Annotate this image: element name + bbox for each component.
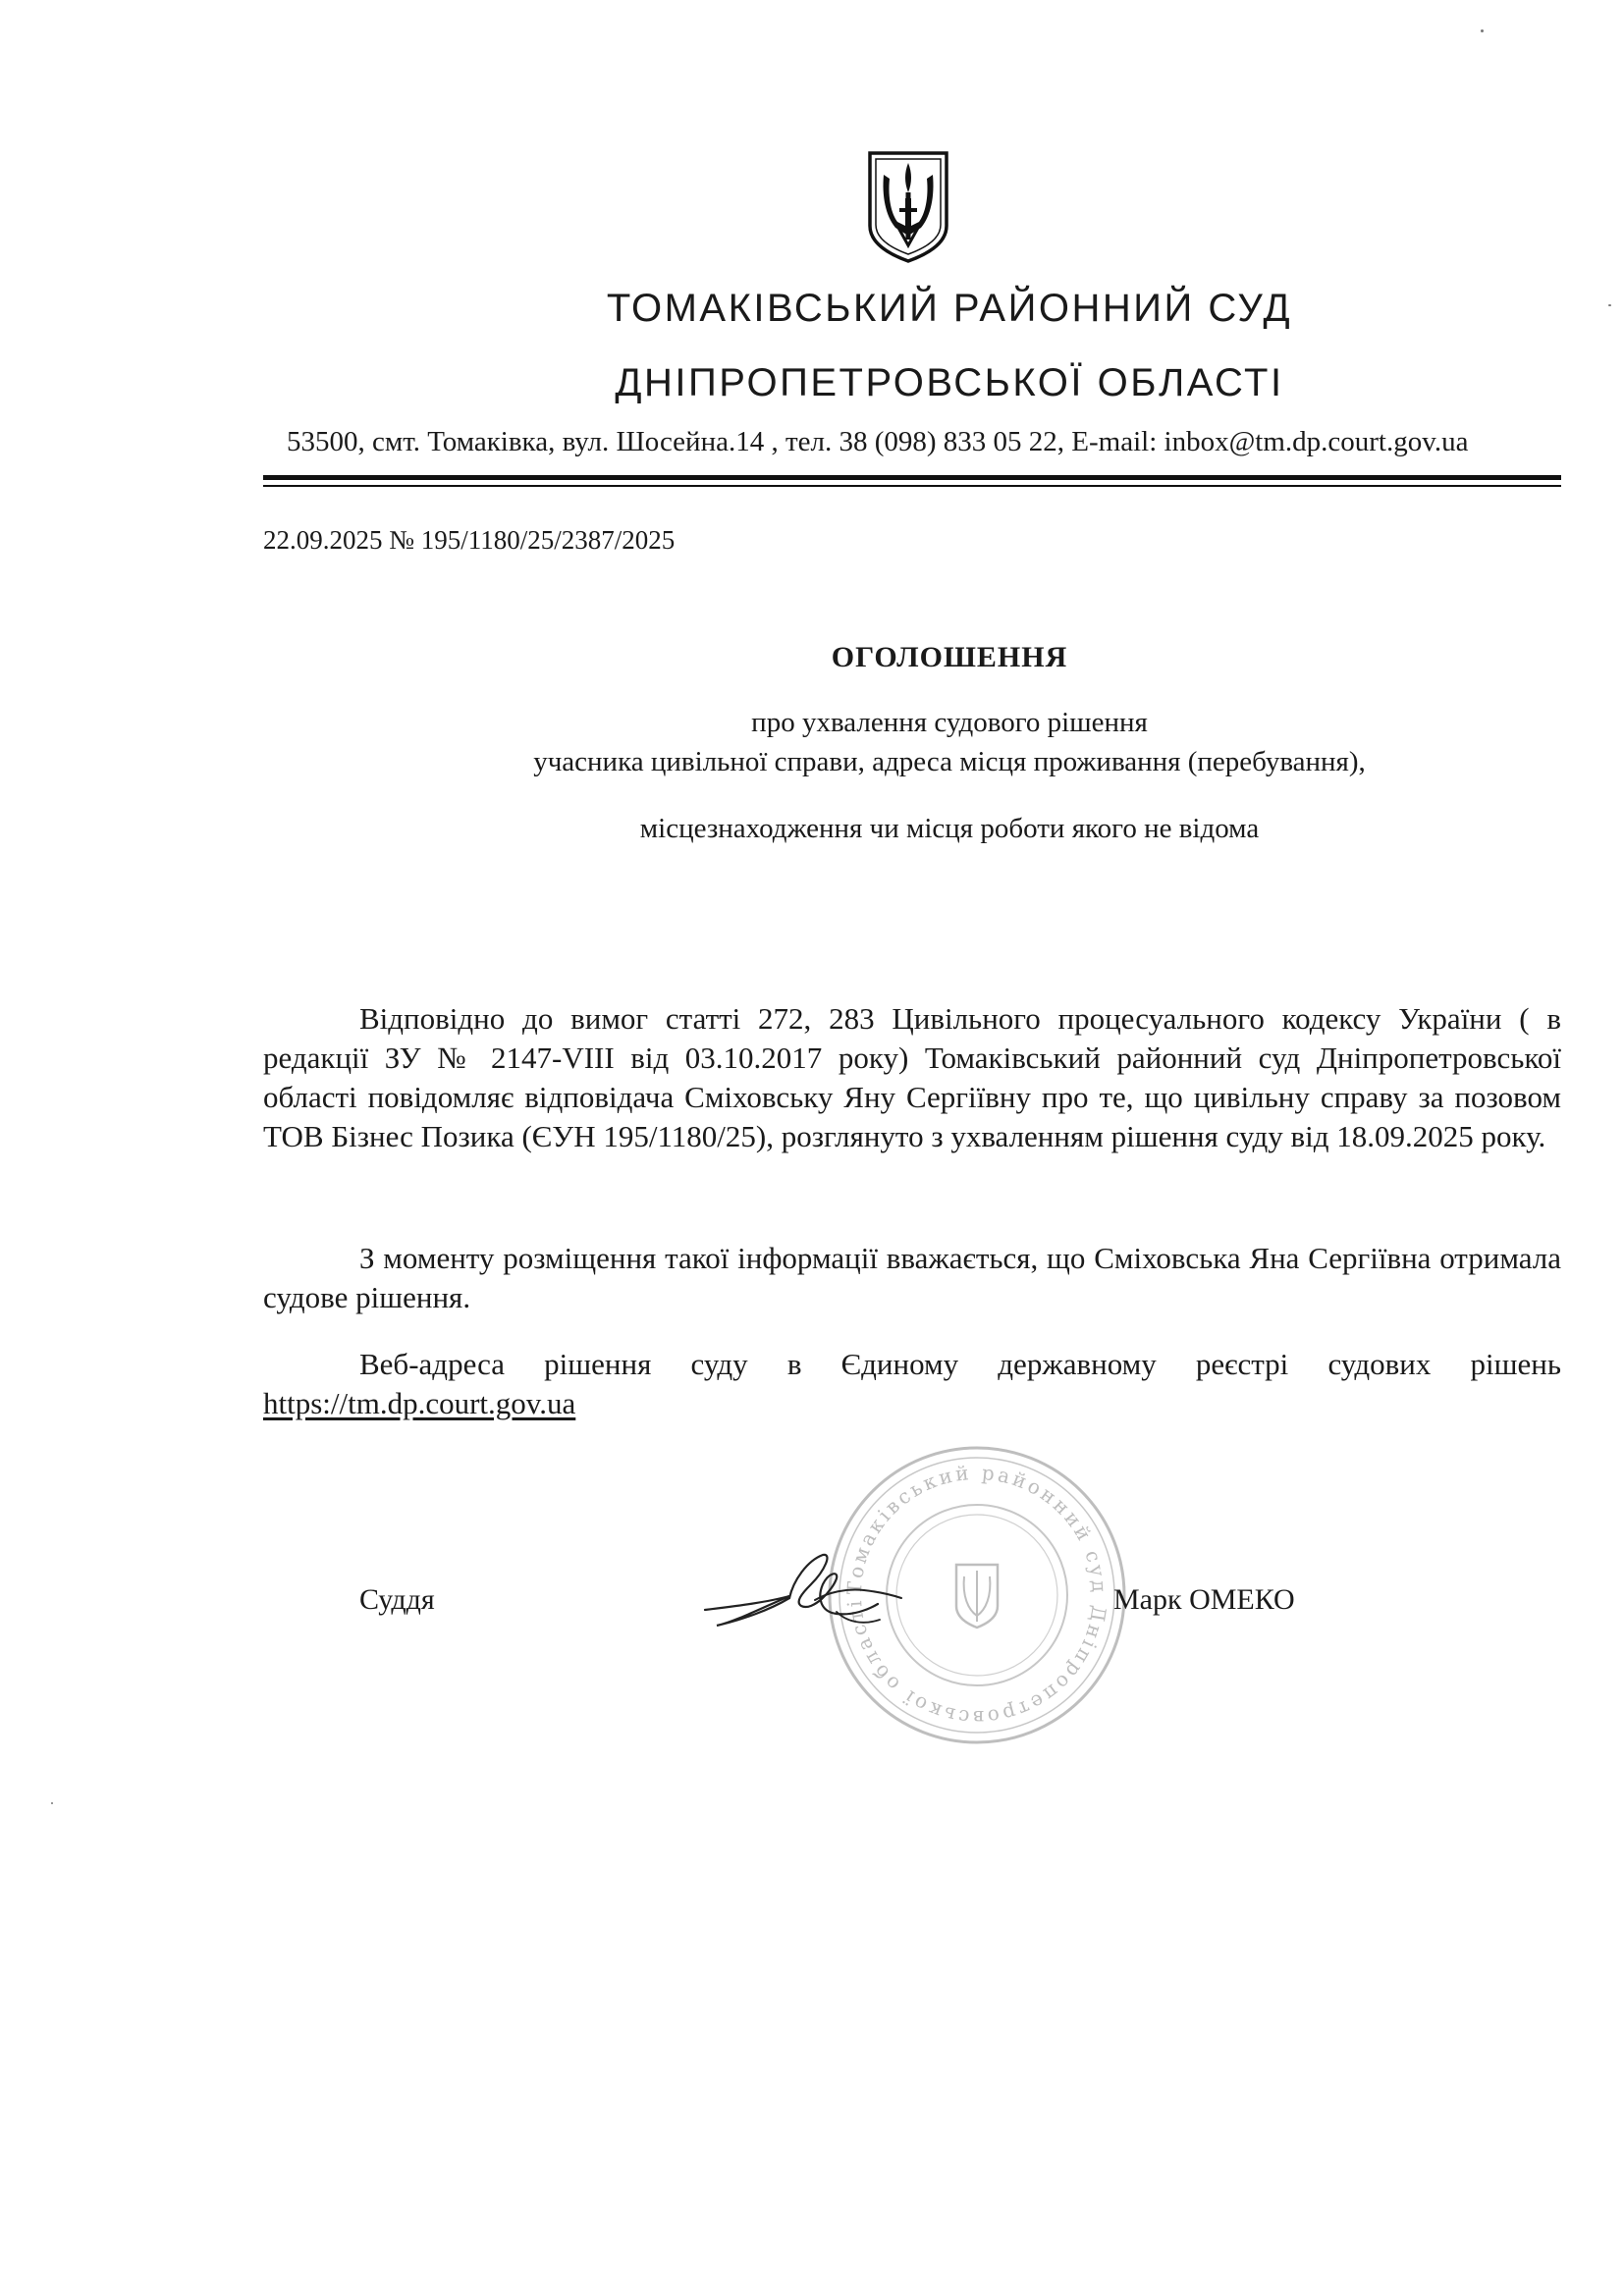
body-paragraph-2-text: З моменту розміщення такої інформації вважається, що Сміховська Яна Сергіївна отримала судове рішення.: [263, 1241, 1561, 1314]
document-reference: 22.09.2025 № 195/1180/25/2387/2025: [263, 525, 676, 555]
judge-signature-icon: [699, 1541, 907, 1639]
scan-speck: [1608, 304, 1611, 306]
judge-position: Суддя: [359, 1583, 435, 1616]
notice-subtitle-line-3: місцезнаходження чи місця роботи якого не відома: [639, 813, 1260, 844]
notice-subtitle-line-1: про ухвалення судового рішення: [751, 707, 1148, 738]
coat-of-arms-icon: [866, 149, 950, 265]
scan-speck: [1481, 29, 1484, 32]
scan-speck: [51, 1802, 53, 1804]
seal-text: Томаківський районний суд Дніпропетровської області: [841, 1460, 1112, 1731]
body-paragraph-1: [263, 999, 1561, 1156]
body-paragraph-3: [263, 1345, 1561, 1423]
notice-subtitle-line-2: учасника цивільної справи, адреса місця проживання (перебування),: [533, 746, 1366, 777]
judge-name: Марк ОМЕКО: [1113, 1583, 1295, 1616]
header-rule-thick: [263, 475, 1561, 480]
header-rule-thin: [263, 485, 1561, 487]
court-contacts: 53500, смт. Томаківка, вул. Шосейна.14 , тел. 38 (098) 833 05 22, E-mail: inbox@tm.dp.court.gov.ua: [287, 426, 1469, 457]
court-name-line-2: ДНІПРОПЕТРОВСЬКОЇ ОБЛАСТІ: [615, 361, 1284, 404]
court-name-line-1: ТОМАКІВСЬКИЙ РАЙОННИЙ СУД: [606, 287, 1293, 330]
body-paragraph-1-text: Відповідно до вимог статті 272, 283 Цивільного процесуального кодексу України ( в редакції ЗУ № 2147-VIII від 03.10.2017 року) Томаківський районний суд Дніпропетровської області повідомляє відповідача Сміховську Яну Сергіївну про те, що цивільну справу за позовом ТОВ Бізнес Позика (ЄУН 195/1180/25), розглянуто з ухваленням рішення суду від 18.09.2025 року.: [263, 1001, 1561, 1153]
notice-title: ОГОЛОШЕННЯ: [831, 641, 1068, 673]
decision-registry-link[interactable]: https://tm.dp.court.gov.ua: [263, 1386, 576, 1420]
body-paragraph-3-text: Веб-адреса рішення суду в Єдиному державному реєстрі судових рішень: [359, 1347, 1561, 1381]
body-paragraph-2: [263, 1239, 1561, 1317]
